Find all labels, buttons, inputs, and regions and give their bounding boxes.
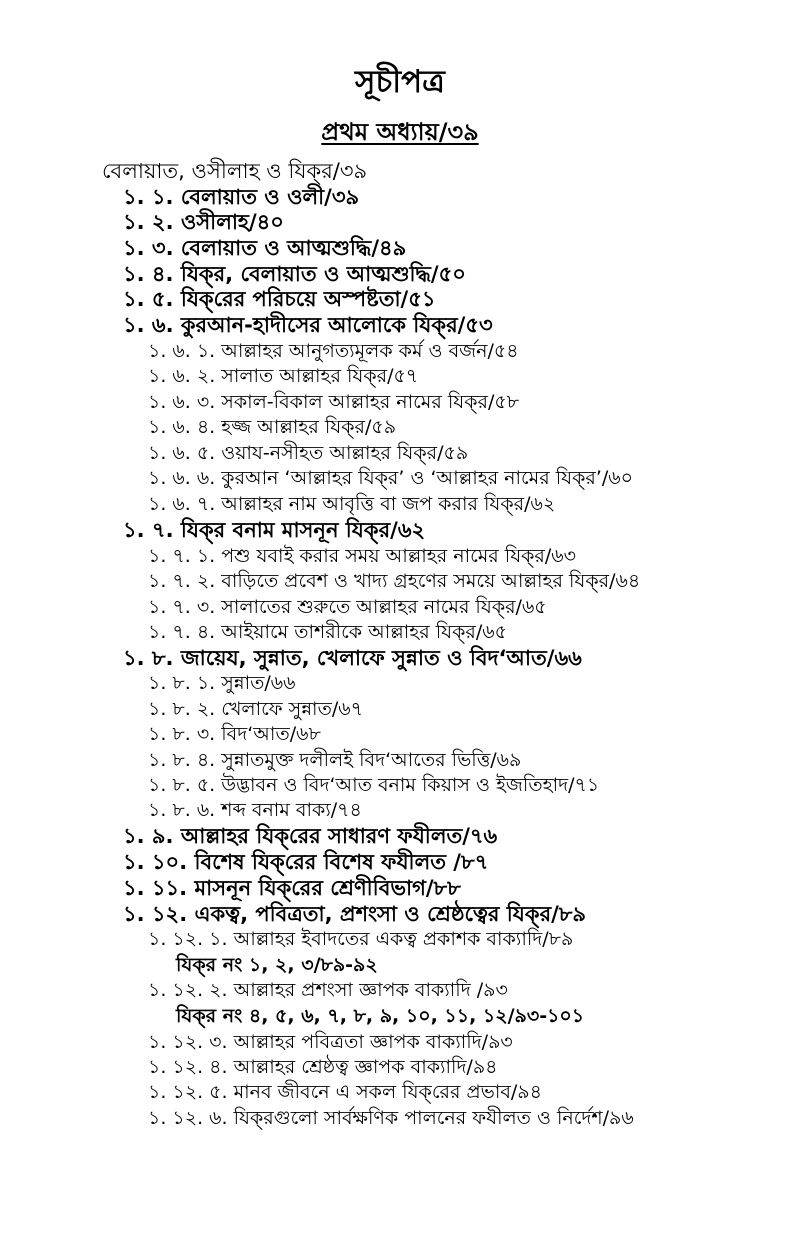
toc-entry: ১. ২. ওসীলাহ/৪০ bbox=[123, 210, 284, 234]
toc-entry: ১. ৫. যিক্‌রের পরিচয়ে অস্পষ্টতা/৫১ bbox=[123, 287, 436, 311]
toc-entry: ১. ১০. বিশেষ যিক্‌রের বিশেষ ফযীলত /৮৭ bbox=[123, 850, 489, 874]
toc-subentry: ১. ১২. ৫. মানব জীবনে এ সকল যিক্‌রের প্রভাব/৯৪ bbox=[148, 1081, 542, 1103]
toc-subentry: ১. ৬. ৩. সকাল-বিকাল আল্লাহর নামের যিক্‌র/৫৮ bbox=[148, 391, 520, 413]
toc-dhikr-range: যিক্‌র নং ১, ২, ৩/৮৯-৯২ bbox=[176, 954, 378, 976]
toc-subentry: ১. ৮. ৪. সুন্নাতমুক্ত দলীলই বিদ‘আতের ভিত্তি/৬৯ bbox=[148, 749, 522, 771]
toc-section: বেলায়াত, ওসীলাহ ও যিক্‌র/৩৯ bbox=[102, 159, 368, 183]
chapter-heading bbox=[0, 117, 800, 147]
toc-entry: ১. ৭. যিক্‌র বনাম মাসনূন যিক্‌র/৬২ bbox=[123, 518, 426, 542]
toc-entry: ১. ৩. বেলায়াত ও আত্মশুদ্ধি/৪৯ bbox=[123, 236, 407, 260]
toc-subentry: ১. ৭. ৪. আইয়ামে তাশরীকে আল্লাহর যিক্‌র/৬৫ bbox=[148, 621, 507, 643]
toc-subentry: ১. ৭. ২. বাড়িতে প্রবেশ ও খাদ্য গ্রহণের সময়ে আল্লাহর যিক্‌র/৬৪ bbox=[148, 570, 641, 592]
toc-subentry: ১. ১২. ৩. আল্লাহর পবিত্রতা জ্ঞাপক বাক্যাদি/৯৩ bbox=[148, 1031, 513, 1053]
toc-subentry: ১. ৭. ৩. সালাতের শুরুতে আল্লাহর নামের যিক্‌র/৬৫ bbox=[148, 596, 547, 618]
toc-subentry: ১. ৮. ২. খেলাফে সুন্নাত/৬৭ bbox=[148, 698, 363, 720]
toc-subentry: ১. ৬. ৬. কুরআন ‘আল্লাহর যিক্‌র’ ও ‘আল্লাহর নামের যিক্‌র’/৬০ bbox=[148, 467, 633, 489]
page-title: সূচীপত্র bbox=[355, 64, 445, 100]
chapter-heading-text: প্রথম অধ্যায়/৩৯ bbox=[321, 118, 479, 146]
toc-entry: ১. ৯. আল্লাহর যিক্‌রের সাধারণ ফযীলত/৭৬ bbox=[123, 824, 498, 848]
toc-entry: ১. ১২. একত্ব, পবিত্রতা, প্রশংসা ও শ্রেষ্ঠত্বের যিক্‌র/৮৯ bbox=[123, 902, 587, 926]
toc-subentry: ১. ৬. ৫. ওয়ায-নসীহত আল্লাহর যিক্‌র/৫৯ bbox=[148, 442, 469, 464]
toc-subentry: ১. ১২. ২. আল্লাহর প্রশংসা জ্ঞাপক বাক্যাদি /৯৩ bbox=[148, 979, 508, 1001]
toc-subentry: ১. ১২. ১. আল্লাহর ইবাদতের একত্ব প্রকাশক বাক্যাদি/৮৯ bbox=[148, 928, 574, 950]
toc-entry: ১. ৮. জায়েয, সুন্নাত, খেলাফে সুন্নাত ও বিদ‘আত/৬৬ bbox=[123, 646, 582, 670]
toc-subentry: ১. ৮. ৫. উদ্ভাবন ও বিদ‘আত বনাম কিয়াস ও ইজতিহাদ/৭১ bbox=[148, 774, 600, 796]
toc-subentry: ১. ৬. ২. সালাত আল্লাহর যিক্‌র/৫৭ bbox=[148, 365, 419, 387]
toc-entry: ১. ৬. কুরআন-হাদীসের আলোকে যিক্‌র/৫৩ bbox=[123, 313, 493, 337]
toc-entry: ১. ১. বেলায়াত ও ওলী/৩৯ bbox=[123, 185, 360, 209]
toc-subentry: ১. ৬. ১. আল্লাহর আনুগত্যমূলক কর্ম ও বর্জন/৫৪ bbox=[148, 340, 519, 362]
toc-subentry: ১. ৮. ৬. শব্দ বনাম বাক্য/৭৪ bbox=[148, 799, 362, 821]
toc-entry: ১. ১১. মাসনূন যিক্‌রের শ্রেণীবিভাগ/৮৮ bbox=[123, 876, 461, 900]
toc-subentry: ১. ৮. ৩. বিদ‘আত/৬৮ bbox=[148, 723, 321, 745]
toc-subentry: ১. ১২. ৬. যিক্‌রগুলো সার্বক্ষণিক পালনের ফযীলত ও নির্দেশ/৯৬ bbox=[148, 1107, 634, 1129]
toc-entry: ১. ৪. যিক্‌র, বেলায়াত ও আত্মশুদ্ধি/৫০ bbox=[123, 262, 466, 286]
toc-subentry: ১. ৬. ৪. হজ্জ আল্লাহর যিক্‌র/৫৯ bbox=[148, 416, 397, 438]
toc-subentry: ১. ৭. ১. পশু যবাই করার সময় আল্লাহর নামের যিক্‌র/৬৩ bbox=[148, 545, 576, 567]
toc-subentry: ১. ১২. ৪. আল্লাহর শ্রেষ্ঠত্ব জ্ঞাপক বাক্যাদি/৯৪ bbox=[148, 1056, 498, 1078]
toc-dhikr-range: যিক্‌র নং ৪, ৫, ৬, ৭, ৮, ৯, ১০, ১১, ১২/৯৩-১০১ bbox=[176, 1005, 585, 1027]
toc-subentry: ১. ৮. ১. সুন্নাত/৬৬ bbox=[148, 672, 296, 694]
toc-subentry: ১. ৬. ৭. আল্লাহর নাম আবৃত্তি বা জপ করার যিক্‌র/৬২ bbox=[148, 493, 556, 515]
